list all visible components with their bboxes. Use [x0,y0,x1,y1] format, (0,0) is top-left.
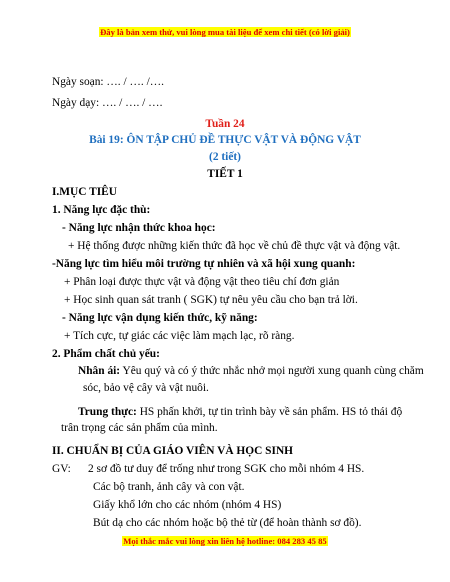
honesty-label: Trung thực: [78,406,137,418]
honesty-text: HS phấn khởi, tự tin trình bày về sản phẩm. HS tỏ thái độ [136,406,403,418]
exploration-item: + Học sinh quan sát tranh ( SGK) tự nêu yêu cầu cho bạn trả lời. [64,294,358,306]
exploration-label: -Năng lực tìm hiểu môi trường tự nhiên và xã hội xung quanh: [52,258,356,270]
header-notice: Đây là bản xem thử, vui lòng mua tài liệu để xem chi tiết (có lời giải) [100,27,350,37]
gv-item: Giấy khổ lớn cho các nhóm (nhóm 4 HS) [93,499,282,511]
header-notice-row [0,25,450,39]
week-label: Tuần 24 [205,118,245,130]
preparation-heading: II. CHUẨN BỊ CỦA GIÁO VIÊN VÀ HỌC SINH [52,445,294,457]
periods-label: (2 tiết) [209,151,241,163]
date-prepared: Ngày soạn: …. / …. /…. [52,76,164,88]
gv-item: Bút dạ cho các nhóm hoặc bộ thẻ từ (để hoàn thành sơ đồ). [93,517,362,529]
date-taught: Ngày dạy: …. / …. / …. [52,97,163,109]
kindness-label: Nhân ái: [78,365,121,377]
gv-item: Các bộ tranh, ảnh cây và con vật. [93,481,245,493]
lesson-title: Bài 19: ÔN TẬP CHỦ ĐỀ THỰC VẬT VÀ ĐỘNG VẬT [89,134,361,146]
nature-cognition-item: + Hệ thống được những kiến thức đã học về chủ đề thực vật và động vật. [68,240,401,252]
gv-label: GV: [52,463,71,475]
honesty-text-cont: trân trọng các sản phẩm của mình. [61,422,218,434]
footer-notice: Mọi thắc mắc vui lòng xin liên hệ hotline: 084 283 45 85 [123,536,327,546]
honesty-line [78,405,402,419]
objectives-heading: I.MỤC TIÊU [52,186,117,198]
exploration-item: + Phân loại được thực vật và động vật theo tiêu chí đơn giản [64,276,340,288]
period-heading: TIẾT 1 [207,168,243,180]
nature-cognition-label: - Năng lực nhận thức khoa học: [62,222,216,234]
qualities-heading: 2. Phẩm chất chủ yếu: [52,348,160,360]
applied-item: + Tích cực, tự giác các việc làm mạch lạc, rõ ràng. [64,330,295,342]
applied-label: - Năng lực vận dụng kiến thức, kỹ năng: [62,312,258,324]
kindness-line [78,364,424,378]
kindness-text: Yêu quý và có ý thức nhắc nhở mọi người xung quanh cùng chăm [120,365,424,377]
kindness-text-cont: sóc, bảo vệ cây và vật nuôi. [83,382,209,394]
specific-competencies-heading: 1. Năng lực đặc thù: [52,204,151,216]
gv-item: 2 sơ đồ tư duy để trống như trong SGK cho mỗi nhóm 4 HS. [88,463,365,475]
footer-notice-row [0,534,450,548]
